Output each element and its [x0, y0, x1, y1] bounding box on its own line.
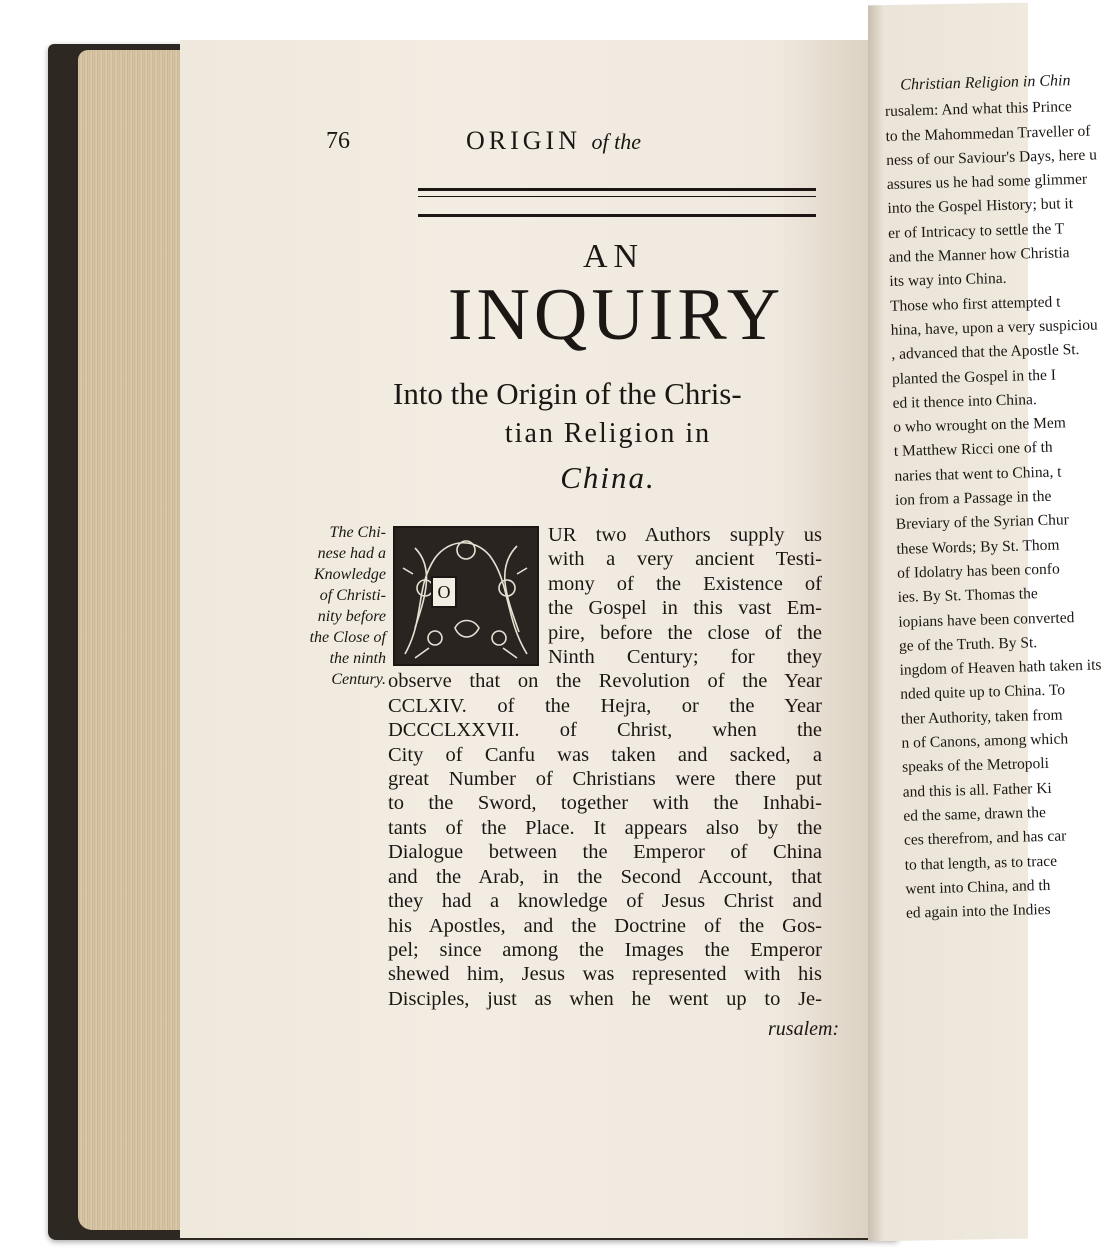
body-line: with a very ancient Testi-: [548, 548, 822, 571]
right-line: nded quite up to China. To: [900, 681, 1066, 704]
right-line: iopians have been converted: [898, 608, 1075, 631]
right-line: Those who first attempted t: [889, 293, 1061, 315]
margin-note-line: nity before: [317, 608, 386, 625]
right-line: ed it thence into China.: [892, 390, 1037, 412]
margin-note-line: the Close of: [309, 629, 386, 646]
right-line: ed again into the Indies: [905, 901, 1051, 922]
right-line: n of Canons, among which: [901, 730, 1069, 752]
subtitle-line-3: China.: [560, 460, 656, 495]
right-running-head: Christian Religion in Chin: [900, 72, 1071, 94]
page-number: 76: [326, 128, 350, 154]
body-line: CCLXIV. of the Hejra, or the Year: [388, 694, 822, 717]
right-line: went into China, and th: [905, 876, 1051, 898]
thin-rule: [418, 196, 816, 197]
body-line: Disciples, just as when he went up to Je-: [388, 987, 822, 1010]
margin-note-line: The Chi-: [329, 524, 386, 541]
right-line: t Matthew Ricci one of th: [893, 439, 1053, 461]
right-line: to the Mahommedan Traveller of: [885, 122, 1091, 145]
right-line: to that length, as to trace: [904, 852, 1058, 874]
subtitle-line-2: tian Religion in: [504, 418, 712, 449]
right-line: naries that went to China, t: [894, 463, 1062, 485]
drop-cap-letter: O: [431, 576, 457, 608]
body-line: to the Sword, together with the Inhabi-: [388, 792, 822, 815]
right-line: ies. By St. Thomas the: [897, 585, 1038, 607]
margin-note-line: nese had a: [317, 545, 386, 562]
page-edges: [78, 50, 196, 1230]
right-line: ther Authority, taken from: [900, 706, 1063, 728]
right-line: rusalem: And what this Prince: [884, 98, 1072, 121]
running-head-connector: of the: [591, 129, 641, 154]
margin-note-line: the ninth: [329, 650, 386, 667]
right-line: er of Intricacy to settle the T: [887, 220, 1065, 242]
right-line: o who wrought on the Mem: [893, 414, 1067, 437]
body-line: UR two Authors supply us: [548, 524, 822, 546]
right-line: ces therefrom, and has car: [903, 827, 1067, 849]
right-line: speaks of the Metropoli: [901, 755, 1050, 777]
right-line: , advanced that the Apostle St.: [891, 341, 1080, 364]
rule-bottom: [418, 214, 816, 217]
body-line: his Apostles, and the Doctrine of the Gos-: [388, 914, 822, 937]
right-line: ed the same, drawn the: [903, 803, 1047, 825]
catchword: rusalem:: [768, 1018, 840, 1040]
body-line: City of Canfu was taken and sacked, a: [388, 743, 822, 766]
right-line: its way into China.: [889, 270, 1007, 291]
right-line: planted the Gospel in the I: [891, 366, 1057, 388]
right-line: and this is all. Father Ki: [902, 779, 1052, 801]
margin-note-line: Knowledge: [314, 566, 386, 583]
right-page-text: [884, 70, 1102, 926]
right-line: assures us he had some glimmer: [886, 170, 1088, 194]
right-line: ion from a Passage in the: [894, 487, 1052, 509]
body-line: and the Arab, in the Second Account, that: [388, 865, 822, 888]
title-inquiry: INQUIRY: [447, 274, 785, 356]
body-line: great Number of Christians were there put: [388, 768, 822, 791]
body-line: they had a knowledge of Jesus Christ and: [388, 890, 822, 913]
right-line: of Idolatry has been confo: [896, 560, 1060, 582]
margin-note-line: Century.: [331, 671, 386, 688]
body-line: shewed him, Jesus was represented with his: [388, 963, 822, 986]
right-line: ness of our Saviour's Days, here u: [886, 146, 1098, 169]
body-line: observe that on the Revolution of the Year: [388, 670, 822, 693]
margin-note: [282, 522, 386, 690]
right-line: Breviary of the Syrian Chur: [895, 511, 1070, 534]
right-line: and the Manner how Christia: [888, 244, 1070, 267]
thick-rule: [418, 188, 816, 191]
running-head-main: ORIGIN: [466, 126, 581, 155]
body-line: Dialogue between the Emperor of China: [388, 841, 822, 864]
right-line: hina, have, upon a very suspiciou: [890, 316, 1098, 339]
right-line: these Words; By St. Thom: [896, 536, 1060, 558]
body-line: the Gospel in this vast Em-: [548, 597, 822, 620]
title-an: AN: [582, 238, 645, 275]
body-line: Ninth Century; for they: [548, 646, 822, 669]
running-head: [466, 126, 641, 156]
body-line: pel; since among the Images the Emperor: [388, 938, 822, 961]
body-line: DCCCLXXVII. of Christ, when the: [388, 719, 822, 742]
right-line: into the Gospel History; but it: [887, 195, 1074, 218]
body-paragraph: [388, 523, 822, 1011]
body-line: pire, before the close of the: [548, 621, 822, 644]
margin-note-line: of Christi-: [319, 587, 386, 604]
right-line: ge of the Truth. By St.: [898, 634, 1038, 655]
subtitle-line-1: Into the Origin of the Chris-: [393, 376, 742, 411]
right-line: ingdom of Heaven hath taken its: [899, 656, 1102, 679]
body-line: mony of the Existence of: [548, 572, 822, 595]
body-line: tants of the Place. It appears also by the: [388, 816, 822, 839]
